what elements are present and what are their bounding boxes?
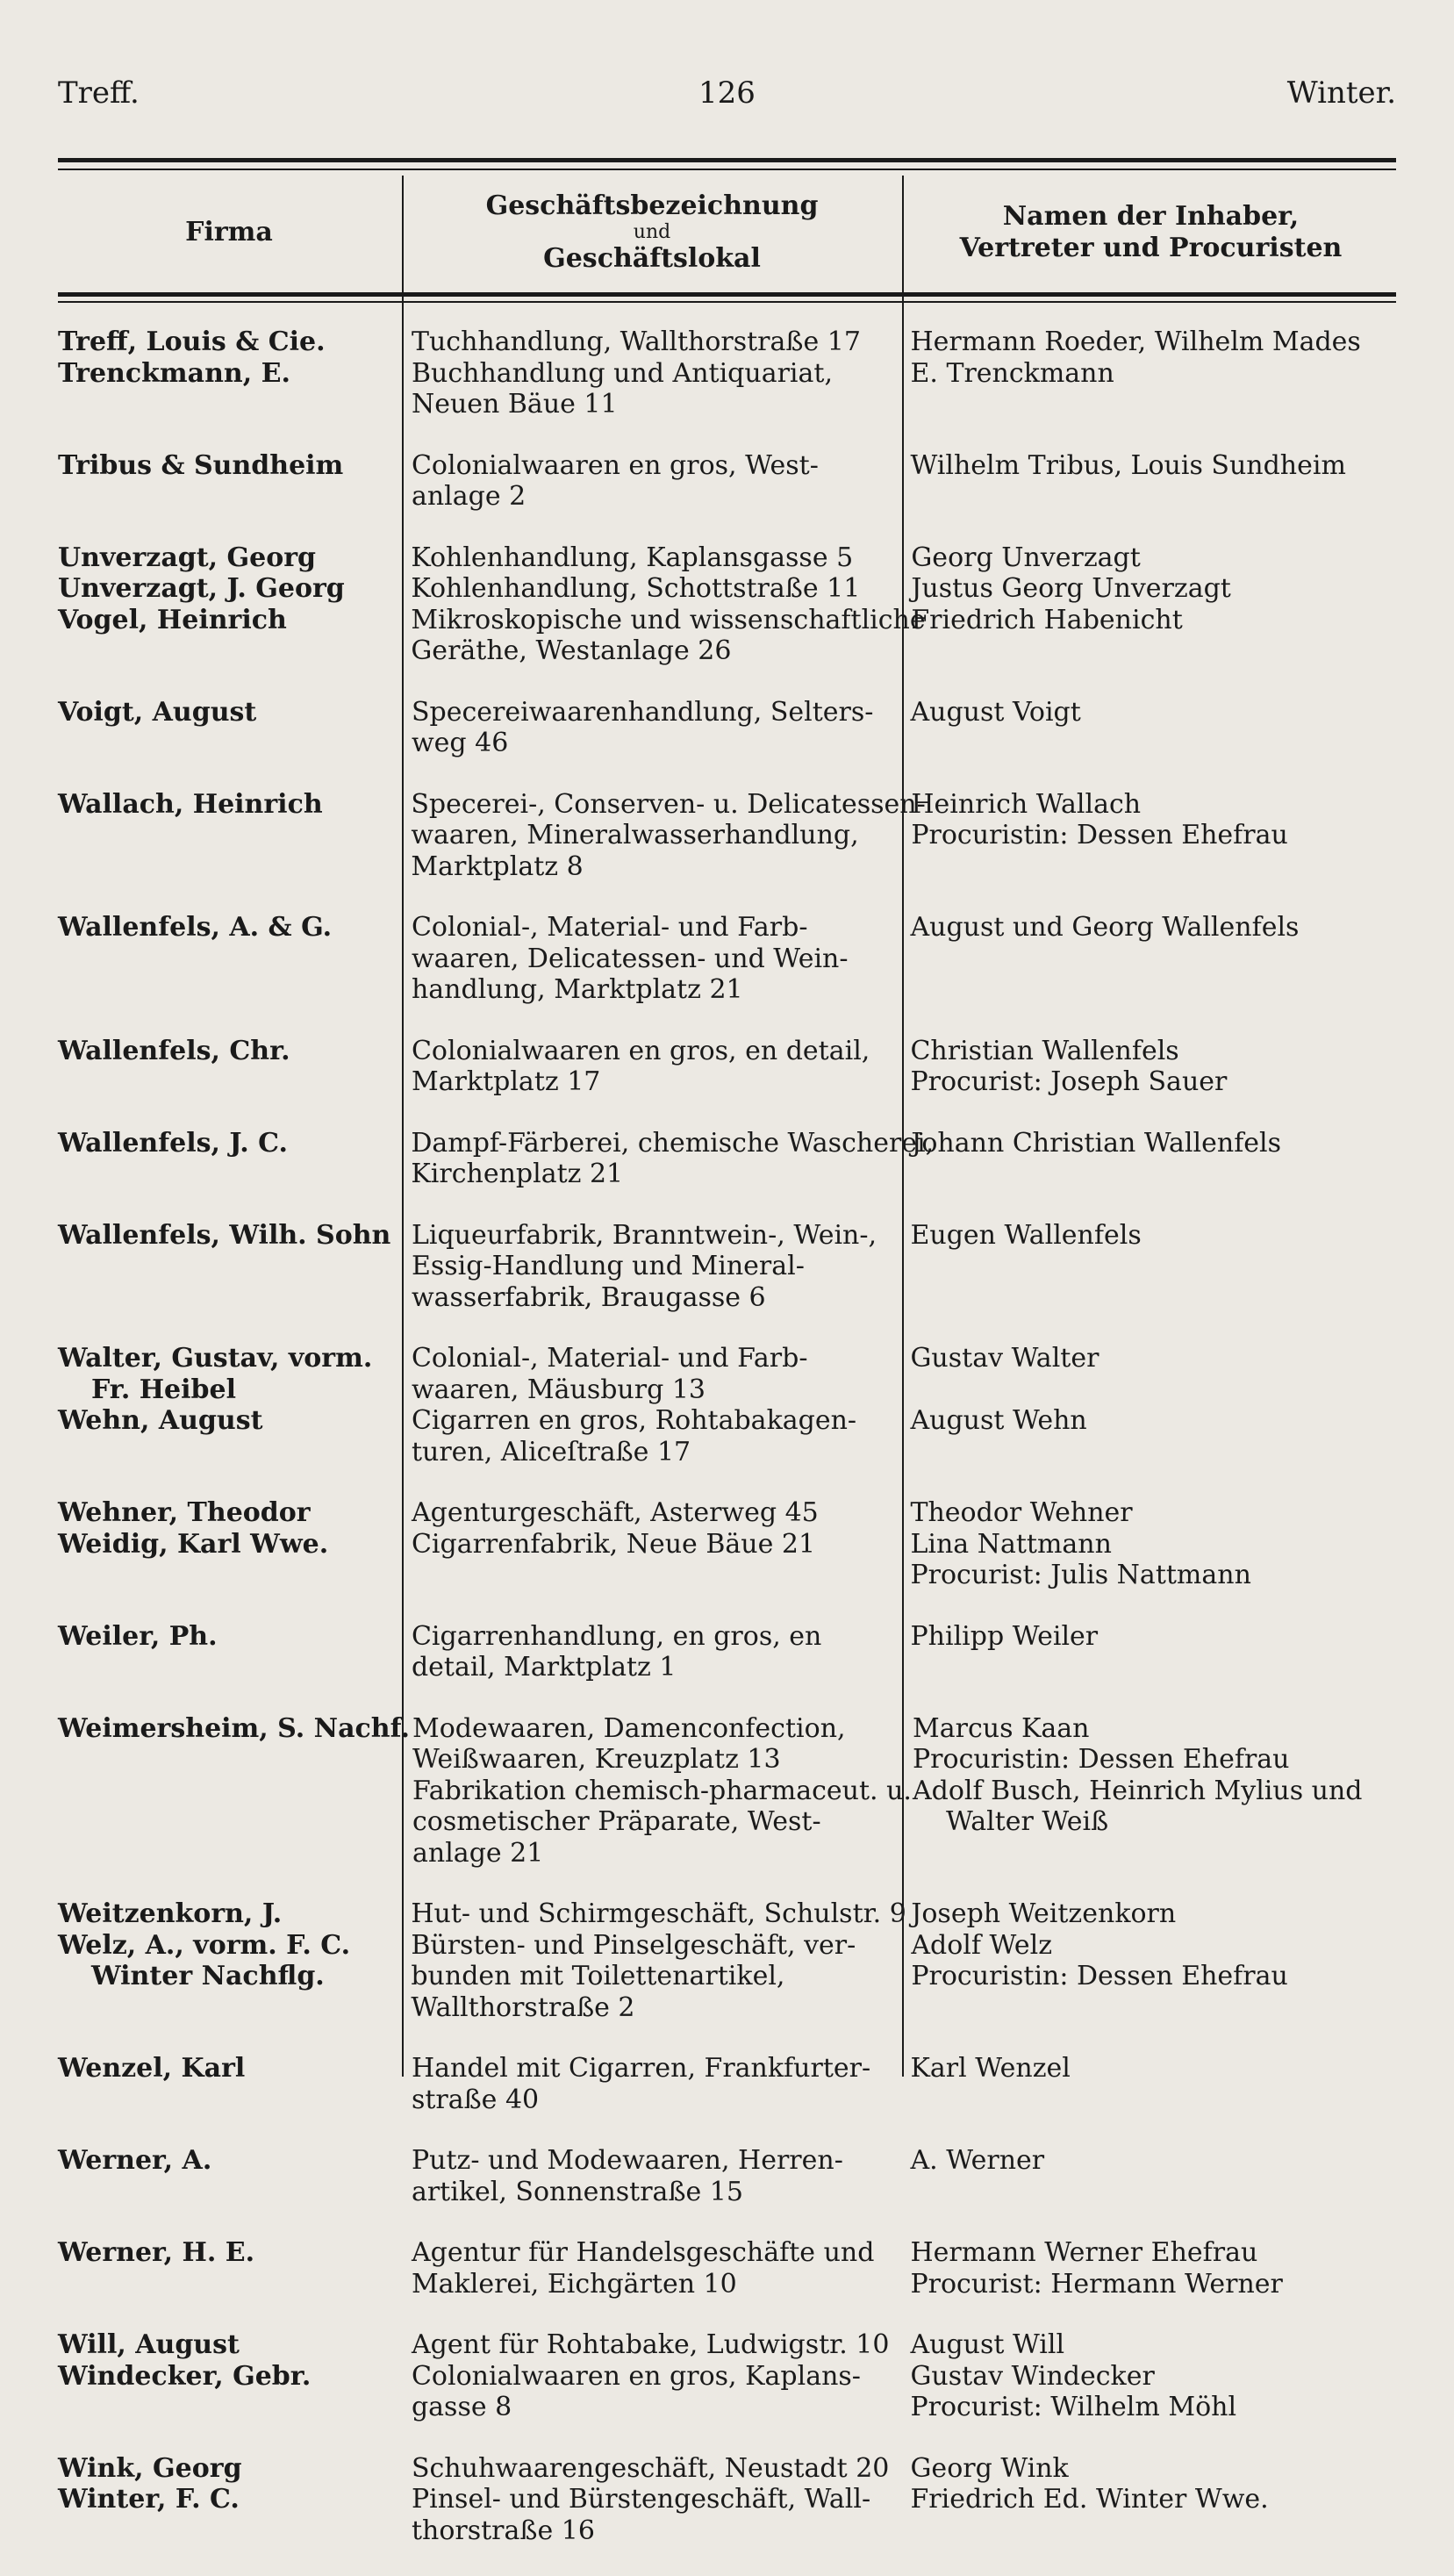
- firm-name-line: Trenckmann, E.: [58, 357, 290, 389]
- firm-name-line: Voigt, August: [58, 696, 257, 728]
- firm-name-cell: [58, 1128, 402, 1190]
- owner-names-line: Procurist: Wilhelm Möhl: [910, 2392, 1237, 2422]
- firm-name-line: Weitzenkorn, J.: [58, 1898, 283, 1929]
- directory-entries: [58, 326, 1396, 2576]
- owner-names-line: Procuristin: Dessen Ehefrau: [913, 1744, 1290, 1775]
- firm-name-cell: [58, 1497, 403, 1591]
- header-rule-bottom: [58, 292, 1396, 297]
- firm-name-line: Vogel, Heinrich: [58, 604, 287, 635]
- owner-names-cell: [902, 542, 1396, 667]
- firm-name-line: Wallenfels, Chr.: [58, 1035, 290, 1066]
- column-header-firma-label: Firma: [185, 217, 273, 248]
- firm-name-cell: [58, 1621, 403, 1683]
- business-description-line: Specerei-, Conserven- u. Delicatessen-: [411, 788, 926, 820]
- firm-name-line: Tribus & Sundheim: [58, 449, 344, 481]
- business-description-cell: [403, 326, 902, 420]
- directory-entry: [58, 2145, 1396, 2207]
- owner-names-line: Hermann Werner Ehefrau: [910, 2237, 1258, 2268]
- business-description-line: straße 40: [411, 2084, 540, 2115]
- firm-name-cell: [58, 1712, 410, 1869]
- firm-name-cell: [58, 1898, 402, 2023]
- business-description-line: Putz- und Modewaaren, Herren-: [411, 2145, 843, 2176]
- business-description-line: Bürsten- und Pinselgeschäft, ver-: [411, 1929, 856, 1961]
- business-description-line: Weißwaaren, Kreuzplatz 13: [412, 1744, 781, 1775]
- directory-entry: [58, 1621, 1396, 1683]
- business-description-line: Liqueurfabrik, Branntwein-, Wein-,: [411, 1219, 877, 1251]
- header-rule-bottom-thin: [58, 301, 1396, 303]
- owner-names-line: Lina Nattmann: [910, 1528, 1112, 1560]
- firm-name-line: Fr. Heibel: [91, 1374, 236, 1405]
- owner-names-line: Friedrich Ed. Winter Wwe.: [910, 2484, 1269, 2515]
- firm-name-cell: [58, 2237, 403, 2300]
- business-description-line: Kohlenhandlung, Kaplansgasse 5: [411, 542, 854, 573]
- firm-name-line: Wallenfels, A. & G.: [58, 912, 333, 943]
- business-description-line: artikel, Sonnenstraße 15: [411, 2176, 743, 2207]
- business-description-cell: [403, 697, 902, 759]
- business-description-line: Wallthorstraße 2: [411, 1991, 635, 2023]
- firm-name-line: Will, August: [58, 2329, 240, 2360]
- header-rule-top-thin: [58, 169, 1396, 170]
- business-description-line: Colonial-, Material- und Farb-: [411, 912, 808, 943]
- firm-name-line: Werner, A.: [58, 2145, 212, 2176]
- firm-name-line: Unverzagt, Georg: [58, 542, 316, 573]
- business-description-line: wasserfabrik, Braugasse 6: [411, 1281, 766, 1313]
- firm-name-line: Weiler, Ph.: [58, 1620, 218, 1652]
- firm-name-cell: [58, 2053, 403, 2115]
- business-description-line: anlage 21: [412, 1837, 544, 1869]
- business-description-line: Colonial-, Material- und Farb-: [411, 1343, 808, 1374]
- owner-names-line: Karl Wenzel: [910, 2053, 1071, 2084]
- business-description-cell: [403, 2053, 902, 2115]
- firm-name-line: Treff, Louis & Cie.: [58, 326, 326, 357]
- directory-entry: [58, 2237, 1396, 2300]
- owner-names-cell: [901, 450, 1396, 513]
- owner-names-line: [910, 1374, 1396, 1406]
- business-description-cell: [402, 1127, 935, 1190]
- firm-name-line: Wallenfels, J. C.: [58, 1127, 288, 1159]
- business-description-line: Agenturgeschäft, Asterweg 45: [411, 1497, 819, 1528]
- owner-names-line: August Voigt: [910, 696, 1081, 728]
- owner-names-line: Philipp Weiler: [910, 1620, 1099, 1652]
- business-description-line: handlung, Marktplatz 21: [411, 974, 743, 1005]
- business-description-cell: [403, 1343, 902, 1467]
- business-description-cell: [403, 1220, 902, 1314]
- firm-name-line: Wehner, Theodor: [58, 1497, 311, 1528]
- business-description-line: cosmetischer Präparate, West-: [412, 1806, 821, 1837]
- business-description-line: waaren, Mineralwasserhandlung,: [411, 820, 859, 850]
- business-description-cell: [403, 2237, 902, 2300]
- directory-entry: [58, 1713, 1396, 1869]
- firm-name-line: Wink, Georg: [58, 2452, 242, 2484]
- business-description-cell: [404, 1712, 912, 1869]
- directory-entry: [58, 2053, 1396, 2115]
- business-description-cell: [403, 2329, 902, 2423]
- firm-name-line: Weidig, Karl Wwe.: [58, 1528, 329, 1560]
- owner-names-line: Christian Wallenfels: [910, 1035, 1179, 1066]
- business-description-line: Cigarrenhandlung, en gros, en: [411, 1620, 822, 1652]
- business-description-line: Kohlenhandlung, Schottstraße 11: [411, 573, 861, 604]
- firm-name-line: Walter, Gustav, vorm.: [58, 1343, 373, 1374]
- business-description-cell: [403, 2145, 902, 2207]
- column-header-namen: [906, 176, 1396, 290]
- business-description-line: Colonialwaaren en gros, Kaplans-: [411, 2360, 861, 2392]
- firm-name-cell: [58, 1220, 403, 1314]
- firm-name-cell: [58, 912, 403, 1006]
- column-header-namen-line2: Vertreter und Procuristen: [959, 233, 1343, 263]
- business-description-cell: [402, 788, 926, 883]
- business-description-line: Hut- und Schirmgeschäft, Schulstr. 9: [411, 1898, 906, 1929]
- business-description-line: Schuhwaarengeschäft, Neustadt 20: [411, 2452, 890, 2484]
- column-header-geschaeft: [404, 176, 900, 290]
- owner-names-cell: [901, 2237, 1396, 2300]
- owner-names-line: Procurist: Julis Nattmann: [910, 1560, 1251, 1590]
- firm-name-line: Wehn, August: [58, 1405, 263, 1436]
- owner-names-cell: [901, 326, 1396, 420]
- business-description-line: Buchhandlung und Antiquariat,: [411, 357, 833, 389]
- owner-names-line: Johann Christian Wallenfels: [911, 1127, 1282, 1159]
- owner-names-line: Heinrich Wallach: [911, 788, 1142, 820]
- owner-names-line: Wilhelm Tribus, Louis Sundheim: [910, 449, 1346, 481]
- directory-entry: [58, 1036, 1396, 1098]
- column-header-geschaeft-und: und: [633, 220, 671, 243]
- business-description-line: turen, Aliceſtraße 17: [411, 1436, 691, 1467]
- business-description-line: Pinsel- und Bürstengeschäft, Wall-: [411, 2484, 871, 2515]
- owner-names-cell: [901, 1497, 1396, 1591]
- firm-name-cell: [58, 2145, 403, 2207]
- directory-entry: [58, 450, 1396, 513]
- owner-names-line: Joseph Weitzenkorn: [911, 1898, 1177, 1929]
- firm-name-cell: [58, 2329, 403, 2423]
- owner-names-line: August und Georg Wallenfels: [910, 912, 1300, 943]
- running-head-right: Winter.: [1286, 75, 1396, 111]
- business-description-line: Essig-Handlung und Mineral-: [411, 1251, 805, 1281]
- firm-name-cell: [58, 1343, 403, 1467]
- column-header-firma: [58, 176, 400, 290]
- owner-names-cell: [901, 912, 1396, 1006]
- firm-name-line: Winter Nachflg.: [91, 1961, 325, 1991]
- business-description-line: Colonialwaaren en gros, en detail,: [411, 1035, 870, 1066]
- owner-names-cell: [901, 1036, 1396, 1098]
- business-description-cell: [403, 1621, 902, 1683]
- business-description-line: Fabrikation chemisch-pharmaceut. u.: [412, 1775, 912, 1806]
- directory-entry: [58, 1128, 1396, 1190]
- business-description-line: gasse 8: [411, 2392, 512, 2422]
- firm-name-line: Werner, H. E.: [58, 2237, 255, 2268]
- business-description-line: Dampf-Färberei, chemische Wascherei,: [411, 1127, 935, 1159]
- owner-names-cell: [901, 1621, 1396, 1683]
- business-description-line: Cigarren en gros, Rohtabakagen-: [411, 1405, 857, 1436]
- owner-names-line: Adolf Busch, Heinrich Mylius und: [913, 1775, 1363, 1806]
- business-description-line: Colonialwaaren en gros, West-: [411, 449, 819, 481]
- column-header-geschaeft-line2: Geschäftslokal: [543, 243, 761, 275]
- page-number: 126: [698, 75, 756, 111]
- firm-name-line: Wallach, Heinrich: [58, 788, 323, 820]
- owner-names-line: Friedrich Habenicht: [911, 604, 1183, 635]
- business-description-line: Maklerei, Eichgärten 10: [411, 2268, 737, 2300]
- directory-entry: [58, 2329, 1396, 2423]
- directory-entry: [58, 1898, 1396, 2023]
- business-description-line: Specereiwaarenhandlung, Selters-: [411, 696, 874, 728]
- owner-names-line: August Will: [910, 2329, 1065, 2360]
- owner-names-line: Gustav Walter: [910, 1343, 1099, 1374]
- business-description-line: Mikroskopische und wissenschaftliche: [411, 604, 926, 635]
- directory-entry: [58, 697, 1396, 759]
- business-description-line: Modewaaren, Damenconfection,: [412, 1712, 846, 1744]
- firm-name-cell: [58, 1036, 403, 1098]
- business-description-line: Agent für Rohtabake, Ludwigstr. 10: [411, 2329, 890, 2360]
- business-description-line: Cigarrenfabrik, Neue Bäue 21: [411, 1528, 816, 1560]
- owner-names-cell: [902, 1128, 1396, 1190]
- owner-names-line: Justus Georg Unverzagt: [911, 573, 1231, 604]
- business-description-line: Kirchenplatz 21: [411, 1159, 624, 1189]
- firm-name-cell: [58, 450, 403, 513]
- owner-names-cell: [901, 697, 1396, 759]
- business-description-cell: [403, 1036, 902, 1098]
- owner-names-line: Georg Unverzagt: [911, 542, 1141, 573]
- owner-names-line: E. Trenckmann: [910, 357, 1114, 389]
- business-description-cell: [402, 542, 926, 667]
- header-rule-top: [58, 158, 1396, 162]
- directory-entry: [58, 2453, 1396, 2547]
- directory-entry: [58, 789, 1396, 883]
- business-description-cell: [403, 2453, 902, 2547]
- owner-names-cell: [902, 1898, 1396, 2023]
- owner-names-line: Procuristin: Dessen Ehefrau: [911, 1961, 1288, 1991]
- owner-names-line: Procuristin: Dessen Ehefrau: [911, 820, 1288, 850]
- business-description-line: Marktplatz 17: [411, 1066, 601, 1097]
- owner-names-cell: [901, 2329, 1396, 2423]
- business-description-line: thorstraße 16: [411, 2515, 595, 2546]
- owner-names-line: Procurist: Hermann Werner: [910, 2268, 1283, 2300]
- directory-entry: [58, 326, 1396, 420]
- business-description-line: Tuchhandlung, Wallthorstraße 17: [411, 326, 861, 357]
- business-description-line: weg 46: [411, 728, 509, 758]
- owner-names-line: Procurist: Joseph Sauer: [910, 1066, 1228, 1097]
- business-description-cell: [403, 912, 902, 1006]
- owner-names-cell: [901, 2145, 1396, 2207]
- directory-entry: [58, 542, 1396, 667]
- firm-name-line: Unverzagt, J. Georg: [58, 573, 345, 604]
- business-description-line: Neuen Bäue 11: [411, 389, 618, 420]
- owner-names-line: Hermann Roeder, Wilhelm Mades: [910, 326, 1361, 357]
- owner-names-line: Walter Weiß: [946, 1806, 1109, 1837]
- owner-names-line: Adolf Welz: [911, 1929, 1053, 1961]
- business-description-cell: [402, 1898, 906, 2023]
- firm-name-line: Wallenfels, Wilh. Sohn: [58, 1219, 391, 1251]
- owner-names-cell: [901, 2053, 1396, 2115]
- business-description-line: anlage 2: [411, 481, 526, 512]
- business-description-line: waaren, Mäusburg 13: [411, 1374, 706, 1405]
- owner-names-line: August Wehn: [910, 1405, 1087, 1436]
- owner-names-cell: [901, 1343, 1396, 1467]
- owner-names-cell: [901, 1220, 1396, 1314]
- owner-names-line: Eugen Wallenfels: [910, 1219, 1142, 1251]
- owner-names-cell: [901, 2453, 1396, 2547]
- owner-names-line: Marcus Kaan: [913, 1712, 1090, 1744]
- firm-name-line: Windecker, Gebr.: [58, 2360, 312, 2392]
- owner-names-line: Theodor Wehner: [910, 1497, 1133, 1528]
- running-head: [58, 75, 1396, 119]
- firm-name-cell: [58, 542, 402, 667]
- directory-entry: [58, 1343, 1396, 1467]
- firm-name-cell: [58, 2453, 403, 2547]
- business-description-line: detail, Marktplatz 1: [411, 1652, 677, 1683]
- owner-names-line: Gustav Windecker: [910, 2360, 1155, 2392]
- firm-name-line: Weimersheim, S. Nachf.: [58, 1712, 410, 1744]
- owner-names-line: Georg Wink: [910, 2452, 1069, 2484]
- column-header-namen-line1: Namen der Inhaber,: [1002, 201, 1300, 232]
- business-description-line: Agentur für Handelsgeschäfte und: [411, 2237, 875, 2268]
- directory-entry: [58, 912, 1396, 1006]
- running-head-left: Treff.: [58, 75, 140, 111]
- business-description-line: Geräthe, Westanlage 26: [411, 635, 732, 666]
- firm-name-line: Welz, A., vorm. F. C.: [58, 1929, 351, 1961]
- owner-names-cell: [902, 789, 1396, 883]
- business-description-line: Handel mit Cigarren, Frankfurter-: [411, 2053, 871, 2084]
- firm-name-cell: [58, 326, 403, 420]
- business-description-line: waaren, Delicatessen- und Wein-: [411, 943, 849, 974]
- business-description-cell: [403, 1497, 902, 1591]
- business-description-cell: [403, 450, 902, 513]
- firm-name-line: Wenzel, Karl: [58, 2053, 246, 2084]
- owner-names-line: A. Werner: [910, 2145, 1045, 2176]
- firm-name-cell: [58, 789, 402, 883]
- firm-name-line: Winter, F. C.: [58, 2484, 240, 2515]
- owner-names-cell: [904, 1713, 1396, 1869]
- firm-name-cell: [58, 697, 403, 759]
- business-description-line: bunden mit Toilettenartikel,: [411, 1961, 785, 1991]
- business-description-line: Marktplatz 8: [411, 850, 584, 882]
- directory-entry: [58, 1497, 1396, 1591]
- column-header-geschaeft-line1: Geschäftsbezeichnung: [485, 190, 819, 221]
- directory-entry: [58, 1220, 1396, 1314]
- column-header-row: [58, 176, 1396, 290]
